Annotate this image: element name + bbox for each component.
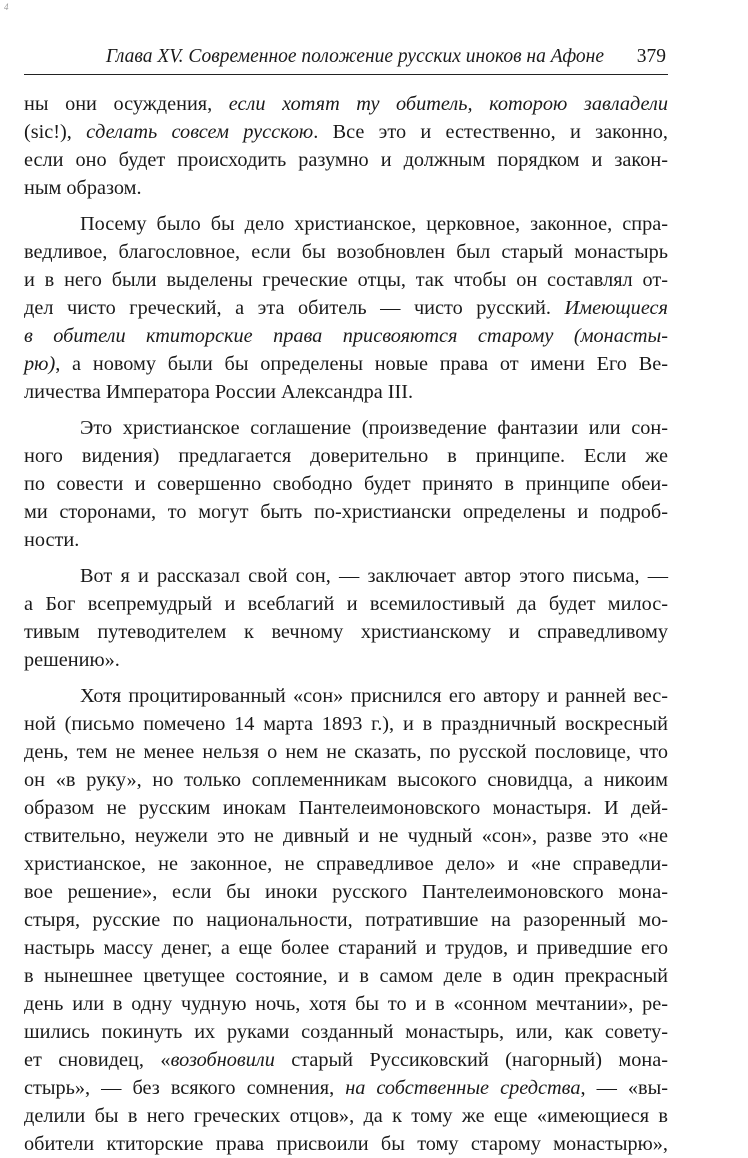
text-line: стыря, русские по национальности, потратившие на разоренный мо- xyxy=(24,909,668,931)
text-line: личества Императора России Александра III. xyxy=(24,381,414,403)
text-line: решению». xyxy=(24,649,120,671)
text-line: шились покинуть их руками созданный монастырь, или, как совету- xyxy=(24,1021,668,1043)
text-line: в обители ктиторские права присвояются старому (монасты- xyxy=(24,325,668,347)
text-line: Хотя процитированный «сон» приснился его автору и ранней вес- xyxy=(80,685,668,707)
page-number: 379 xyxy=(636,46,666,67)
text-line: ной (письмо помечено 14 марта 1893 г.), и в праздничный воскресный xyxy=(24,713,668,735)
text-line: тивым путеводителем к вечному христианскому и справедливому xyxy=(24,621,668,643)
text-line: Вот я и рассказал свой сон, — заключает автор этого письма, — xyxy=(80,565,668,587)
text-line: ности. xyxy=(24,529,80,551)
running-title: Глава XV. Современное положение русских иноков на Афоне xyxy=(105,46,604,67)
text-line: ми сторонами, то могут быть по-христиански определены и подроб- xyxy=(24,501,668,523)
text-line: Это христианское соглашение (произведение фантазии или сон- xyxy=(80,417,668,439)
text-line: вое решение», если бы иноки русского Пантелеимоновского мона- xyxy=(24,881,668,903)
text-line: в нынешнее цветущее состояние, и в самом деле в один прекрасный xyxy=(24,965,668,987)
text-line: (sic!), сделать совсем русскою. Все это и естественно, и законно, xyxy=(24,121,668,143)
text-line: Посему было бы дело христианское, церковное, законное, спра- xyxy=(80,213,668,235)
text-line: и в него были выделены греческие отцы, так чтобы он составлял от- xyxy=(24,269,668,291)
body-text xyxy=(24,90,668,1158)
text-line: день или в одну чудную ночь, хотя бы то и в «сонном мечтании», ре- xyxy=(24,993,668,1015)
text-line: обители ктиторские права присвоили бы тому старому монастырю», xyxy=(24,1133,668,1155)
text-line: образом не русским инокам Пантелеимоновского монастыря. И дей- xyxy=(24,797,668,819)
text-line: ведливое, благословное, если бы возобновлен был старый монастырь xyxy=(24,241,668,263)
text-line: ствительно, неужели это не дивный и не чудный «сон», разве это «не xyxy=(24,825,668,847)
text-line: стырь», — без всякого сомнения, на собственные средства, — «вы- xyxy=(24,1077,669,1099)
text-line: делили бы в него греческих отцов», да к тому же еще «имеющиеся в xyxy=(24,1105,668,1127)
text-line: по совести и совершенно свободно будет принято в принципе обеи- xyxy=(24,473,668,495)
text-line: ным образом. xyxy=(24,177,142,199)
text-line: настырь массу денег, а еще более стараний и трудов, и приведшие его xyxy=(24,937,668,959)
text-line: ет сновидец, «возобновили старый Руссиковский (нагорный) мона- xyxy=(24,1049,668,1071)
text-line: день, тем не менее нельзя о нем не сказать, по русской пословице, что xyxy=(24,741,668,763)
running-header xyxy=(24,44,668,75)
text-line: а Бог всепремудрый и всеблагий и всемилостивый да будет милос- xyxy=(24,593,668,615)
corner-mark: 4 xyxy=(4,2,9,12)
text-line: ного видения) предлагается доверительно в принципе. Если же xyxy=(24,445,668,467)
text-line: ны они осуждения, если хотят ту обитель, которою завладели xyxy=(24,93,669,115)
text-line: если оно будет происходить разумно и должным порядком и закон- xyxy=(24,149,668,171)
text-line: он «в руку», но только соплеменникам высокого сновидца, а никоим xyxy=(24,769,668,791)
text-line: дел чисто греческий, а эта обитель — чисто русский. Имеющиеся xyxy=(24,297,668,319)
text-line: христианское, не законное, не справедливое дело» и «не справедли- xyxy=(24,853,668,875)
text-line: рю), а новому были бы определены новые права от имени Его Ве- xyxy=(24,353,668,375)
